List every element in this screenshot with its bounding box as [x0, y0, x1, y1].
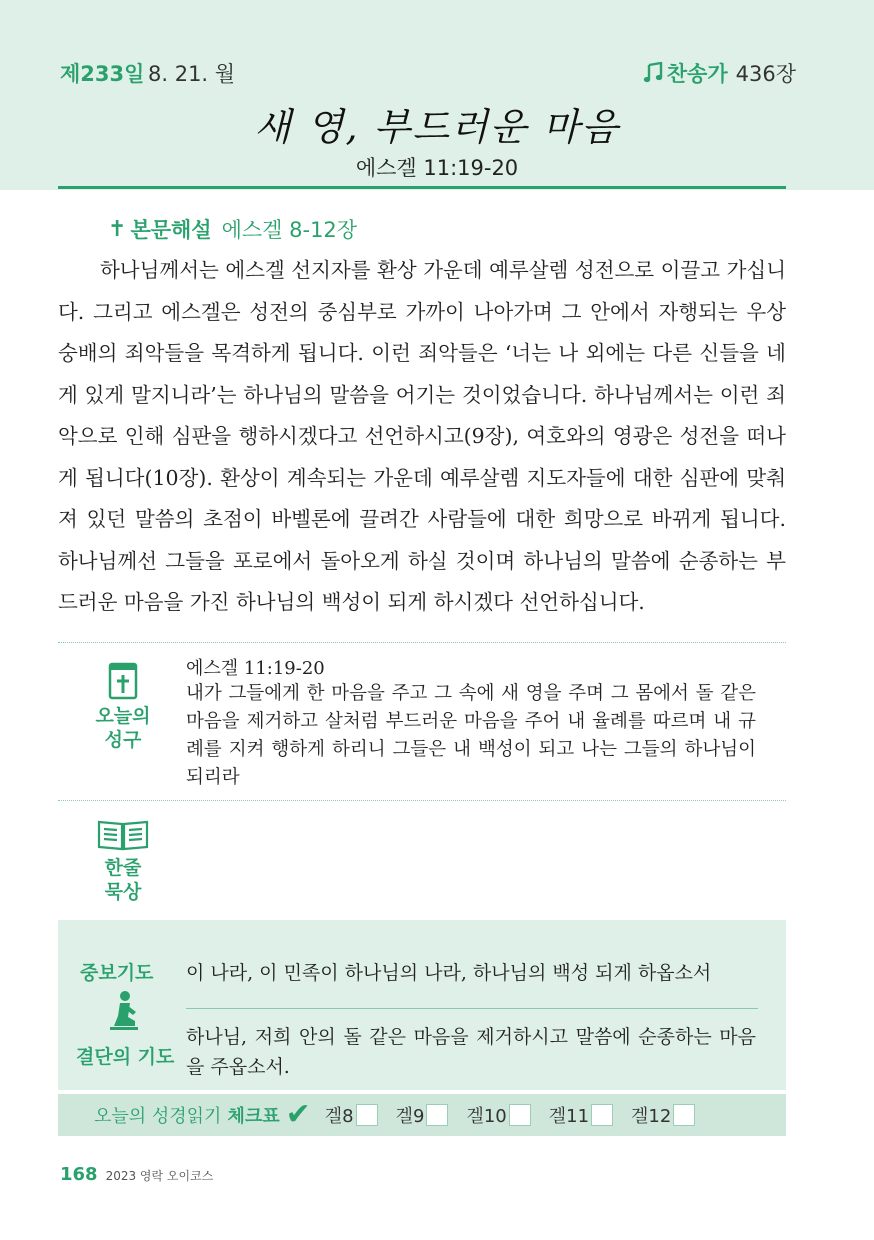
hymn-info — [643, 58, 796, 88]
meditation-label-2: 묵상 — [104, 881, 142, 903]
checklist-item-label: 겔8 — [324, 1106, 354, 1127]
checklist-item-label: 겔10 — [466, 1106, 507, 1127]
checklist-item — [631, 1102, 695, 1128]
checklist-item — [396, 1102, 449, 1128]
checkbox[interactable] — [509, 1104, 531, 1126]
commentary-heading — [108, 214, 357, 244]
checkbox[interactable] — [591, 1104, 613, 1126]
section-divider — [58, 800, 786, 801]
meditation-label-1: 한줄 — [104, 857, 142, 879]
checkbox[interactable] — [426, 1104, 448, 1126]
section-divider — [58, 642, 786, 643]
checklist-title-strong: 체크표 — [227, 1106, 280, 1127]
checkbox[interactable] — [673, 1104, 695, 1126]
checkmark-icon: ✔ — [285, 1097, 311, 1132]
day-label: 제233일 — [60, 62, 145, 86]
decision-label: 결단의 기도 — [76, 1046, 175, 1068]
commentary-text: 하나님께서는 에스겔 선지자를 환상 가운데 예루살렘 성전으로 이끌고 가십니다. 그리고 에스겔은 성전의 중심부로 가까이 나아가며 그 안에서 자행되는 우상 숭배의 죄악들을 목격하게 됩니다. 이런 죄악들은 ‘너는 나 외에는 다른 신들을 네게 있게 말지니라’는 하나님의 말씀을 어기는 것이었습니다. 하나님께서는 이런 죄악으로 인해 심판을 행하시겠다고 선언하시고(9장), 여호와의 영광은 성전을 떠나게 됩니다(10장). 환상이 계속되는 가운데 예루살렘 지도자들에 대한 심판에 맞춰져 있던 말씀의 초점이 바벨론에 끌려간 사람들에 대한 희망으로 바뀌게 됩니다. 하나님께선 그들을 포로에서 돌아오게 하실 것이며 하나님의 말씀에 순종하는 부드러운 마음을 가진 하나님의 백성이 되게 하시겠다 선언하십니다. — [58, 258, 786, 614]
scripture-reference: 에스겔 11:19-20 — [355, 156, 519, 180]
cross-icon: ✝ — [108, 216, 127, 242]
music-note-icon — [643, 62, 663, 84]
checkbox[interactable] — [356, 1104, 378, 1126]
page-title: 새 영, 부드러운 마음 — [254, 105, 620, 149]
todays-verse-label-block — [58, 662, 188, 752]
todays-verse-label-2: 성구 — [104, 729, 142, 751]
page-header — [0, 0, 874, 190]
page-footer — [60, 1164, 213, 1185]
publication-name: 2023 영락 오이코스 — [105, 1169, 214, 1183]
intercession-label: 중보기도 — [80, 962, 154, 984]
hymn-label: 찬송가 — [666, 62, 728, 86]
header-divider — [58, 186, 786, 189]
verse-text: 내가 그들에게 한 마음을 주고 그 속에 새 영을 주며 그 몸에서 돌 같은 마음을 제거하고 살처럼 부드러운 마음을 주어 내 율례를 따르며 내 규례를 지켜 행하게 하리니 그들은 내 백성이 되고 나는 그들의 하나님이 되리라 — [186, 683, 756, 788]
praying-person-icon — [106, 990, 140, 1034]
page-number: 168 — [60, 1164, 98, 1185]
meditation-label-block — [58, 818, 188, 904]
checklist-item-label: 겔12 — [631, 1106, 672, 1127]
checklist-item — [549, 1102, 613, 1128]
checklist-title: 오늘의 성경읽기 — [94, 1106, 222, 1127]
checklist-item — [466, 1102, 530, 1128]
commentary-label: 본문해설 — [130, 218, 212, 242]
todays-verse-label-1: 오늘의 — [95, 705, 151, 727]
intercession-text: 이 나라, 이 민족이 하나님의 나라, 하나님의 백성 되게 하옵소서 — [186, 962, 712, 984]
prayer-divider — [186, 1008, 758, 1009]
open-book-icon — [96, 818, 150, 852]
hymn-number: 436장 — [735, 62, 796, 86]
checklist-item-label: 겔9 — [395, 1106, 425, 1127]
reading-checklist — [58, 1094, 786, 1136]
checklist-item-label: 겔11 — [548, 1106, 590, 1127]
decision-text: 하나님, 저희 안의 돌 같은 마음을 제거하시고 말씀에 순종하는 마음을 주옵소서. — [186, 1026, 756, 1078]
bible-cross-icon — [108, 662, 138, 700]
date-label: 8. 21. 월 — [148, 62, 236, 86]
commentary-reference: 에스겔 8-12장 — [221, 218, 358, 242]
checklist-item — [325, 1102, 378, 1128]
verse-reference: 에스겔 11:19-20 — [186, 658, 325, 679]
